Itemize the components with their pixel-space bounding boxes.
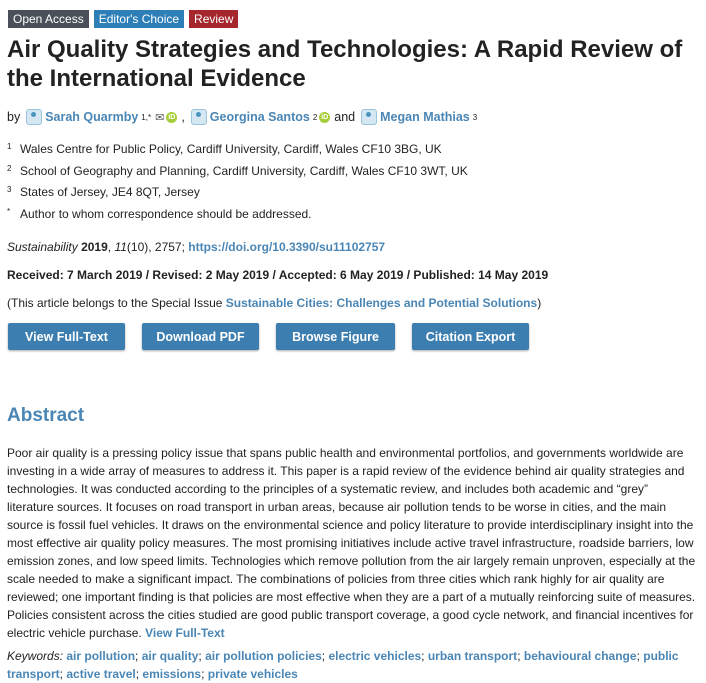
author-link-quarmby[interactable]: Sarah Quarmby [45,110,139,124]
affiliation-list [7,139,468,225]
affiliation-item [7,161,468,183]
view-full-text-button[interactable]: View Full-Text [8,323,125,350]
publication-dates: Received: 7 March 2019 / Revised: 2 May 2019 / Accepted: 6 May 2019 / Published: 14 May 2019 [7,268,549,282]
special-issue-prefix: (This article belongs to the Special Issue [7,296,223,310]
keywords-line: Keywords: air pollution; air quality; air pollution policies; electric vehicles; urban transport; behavioural change; public transport; active travel; emissions; private vehicles [7,649,679,681]
affiliation-item [7,182,468,204]
affiliation-text: Author to whom correspondence should be addressed. [20,206,312,221]
doi-link[interactable]: https://doi.org/10.3390/su11102757 [188,240,386,254]
affiliation-item [7,139,468,161]
email-icon[interactable]: ✉ [155,111,165,124]
badge-group [8,10,238,28]
citation-export-button[interactable]: Citation Export [412,323,529,350]
abstract-text [7,444,697,642]
author-link-mathias[interactable]: Megan Mathias [380,110,470,124]
affiliation-item [7,204,468,226]
comma-separator: , [181,110,185,124]
by-label: by [7,110,21,124]
abstract-body: Poor air quality is a pressing policy issue that spans public health and environmental portfolios, and governments worldwide are investing in a wide array of measures to address it. This paper is a rapid review of the evidence behind air quality strategies and technologies. It was conducted according to the principles of a systematic review, and includes both academic and “grey” literature sources. It focuses on road transport in urban areas, because air pollution tends to be worse in cities, and the main source is fossil fuel vehicles. It draws on the environmental science and policy literature to provide interdisciplinary insight into the most effective air quality policy measures. The most promising initiatives include active travel infrastructure, roadside barriers, low emission zones, and low speed limits. Technologies which remove pollution from the air largely remain unproven, especially at the scale needed to make a significant impact. The combinations of policies from three cities which rank highly for air quality are reviewed; one important finding is that policies are most effective when they are a part of a mutually reinforcing suite of measures. Policies consistent across the cities studied are good public transport coverage, a good cycle network, and financial incentives for electric vehicle purchase. [7,446,696,640]
keyword-link[interactable]: public transport [7,649,679,681]
keywords-label: Keywords: [7,649,64,663]
affiliation-text: States of Jersey, JE4 8QT, Jersey [20,185,200,199]
author-profile-icon[interactable] [361,109,377,125]
keyword-link[interactable]: urban transport [427,649,518,663]
author-affil-sup: 1,* [141,112,152,122]
citation-line [7,240,385,254]
separator: , [107,240,115,254]
keyword-link[interactable]: air quality [141,649,199,663]
keyword-link[interactable]: behavioural change [523,649,637,663]
keyword-link[interactable]: private vehicles [207,667,298,681]
affiliation-text: Wales Centre for Public Policy, Cardiff University, Cardiff, Wales CF10 3BG, UK [20,142,442,156]
affiliation-text: School of Geography and Planning, Cardiff University, Cardiff, Wales CF10 3WT, UK [20,163,468,178]
open-access-badge[interactable]: Open Access [8,10,89,28]
author-profile-icon[interactable] [26,109,42,125]
article-title: Air Quality Strategies and Technologies: A Rapid Review of the International Evidence [7,36,683,92]
keyword-link[interactable]: air pollution policies [205,649,322,663]
author-list [7,109,477,125]
citation-issue-pages: (10), 2757; [126,240,185,254]
editors-choice-badge[interactable]: Editor's Choice [94,10,184,28]
author-profile-icon[interactable] [191,109,207,125]
author-affil-sup: 2 [312,112,318,122]
keyword-link[interactable]: emissions [142,667,202,681]
author-link-santos[interactable]: Georgina Santos [209,110,310,124]
download-pdf-button[interactable]: Download PDF [142,323,259,350]
affiliation-number: 1 [7,142,12,151]
orcid-icon[interactable]: iD [321,113,329,121]
orcid-icon[interactable]: iD [168,113,176,121]
special-issue-link[interactable]: Sustainable Cities: Challenges and Potential Solutions [225,296,538,310]
affiliation-number: * [7,206,11,216]
and-label: and [334,110,356,124]
citation-year: 2019 [81,240,108,254]
journal-name: Sustainability [7,240,78,254]
review-badge[interactable]: Review [189,10,238,28]
citation-volume: 11 [114,240,127,254]
keyword-link[interactable]: air pollution [66,649,136,663]
affiliation-number: 2 [7,163,12,173]
affiliation-number: 3 [7,185,12,194]
special-issue-suffix: ) [537,296,542,310]
action-buttons [8,323,546,350]
keyword-link[interactable]: active travel [66,667,136,681]
author-affil-sup: 3 [472,112,478,122]
abstract-view-full-text-link[interactable]: View Full-Text [145,626,225,640]
browse-figure-button[interactable]: Browse Figure [276,323,395,350]
abstract-heading: Abstract [7,405,85,426]
keyword-link[interactable]: electric vehicles [328,649,422,663]
special-issue-note [7,296,541,310]
